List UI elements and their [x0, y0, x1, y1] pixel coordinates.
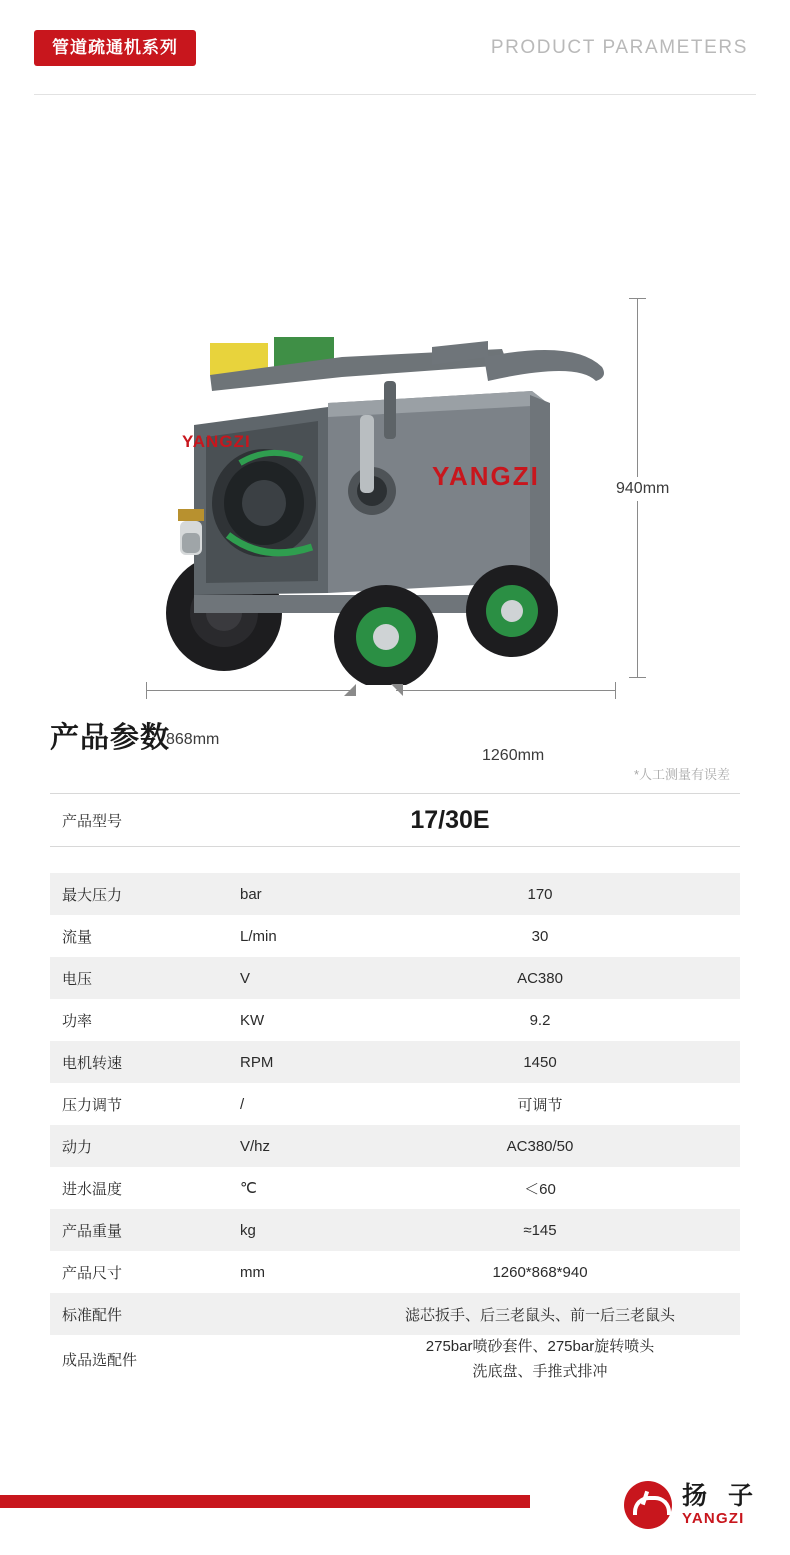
param-unit: kg — [240, 1209, 340, 1251]
page-footer — [0, 1481, 790, 1555]
model-row — [50, 793, 740, 847]
param-name: 产品重量 — [50, 1209, 240, 1251]
param-value-line: 275bar喷砂套件、275bar旋转喷头 — [425, 1338, 655, 1355]
param-value: 1450 — [340, 1041, 740, 1083]
param-name: 标准配件 — [50, 1293, 240, 1335]
param-name: 电压 — [50, 957, 240, 999]
param-unit — [240, 1293, 340, 1335]
series-tag: 管道疏通机系列 — [34, 30, 196, 66]
param-name: 产品尺寸 — [62, 1264, 123, 1282]
param-value: 170 — [340, 873, 740, 915]
param-name: 电机转速 — [50, 1041, 240, 1083]
param-value: ≈145 — [340, 1209, 740, 1251]
table-row — [50, 999, 740, 1041]
measurement-note: *人工测量有误差 — [633, 767, 730, 782]
page-header — [0, 0, 790, 95]
table-row — [50, 1125, 740, 1167]
param-name: 成品选配件 — [62, 1352, 138, 1370]
table-row — [50, 915, 740, 957]
param-unit: L/min — [240, 927, 277, 945]
param-unit: V/hz — [240, 1125, 340, 1167]
param-unit: mm — [240, 1263, 265, 1281]
param-unit: bar — [240, 873, 340, 915]
param-value: ＜60 — [524, 1180, 556, 1198]
param-unit — [240, 1335, 340, 1385]
table-row — [50, 1209, 740, 1251]
param-unit: / — [240, 1095, 245, 1113]
svg-text:YANGZI: YANGZI — [432, 461, 540, 491]
param-name: 动力 — [50, 1125, 240, 1167]
table-row — [50, 873, 740, 915]
param-name: 最大压力 — [50, 873, 240, 915]
param-name: 流量 — [62, 928, 93, 946]
table-row — [50, 1293, 740, 1335]
param-unit: KW — [240, 1011, 265, 1029]
brand-name-cn: 扬 子 — [682, 1482, 760, 1510]
param-name: 功率 — [62, 1012, 93, 1030]
pressure-washer-illustration — [132, 295, 612, 685]
param-value: 可调节 — [517, 1096, 563, 1114]
param-unit: V — [240, 957, 340, 999]
specifications-section — [0, 715, 790, 1385]
table-row — [50, 1335, 740, 1385]
param-value: 滤芯扳手、后三老鼠头、前一后三老鼠头 — [340, 1293, 740, 1335]
param-unit: RPM — [240, 1041, 340, 1083]
table-row — [50, 1083, 740, 1125]
model-value: 17/30E — [410, 805, 490, 834]
table-row — [50, 957, 740, 999]
height-dimension-label: 940mm — [612, 477, 673, 501]
param-unit: ℃ — [240, 1180, 257, 1197]
param-value: 1260*868*940 — [492, 1263, 588, 1281]
depth-dimension-label: 868mm — [166, 731, 220, 748]
param-value-line: 洗底盘、手推式排冲 — [472, 1362, 608, 1380]
param-value — [340, 1335, 740, 1385]
parameters-table — [50, 873, 740, 1385]
width-dimension-label: 1260mm — [482, 747, 545, 764]
param-value: AC380/50 — [340, 1125, 740, 1167]
param-value: AC380 — [340, 957, 740, 999]
param-value: 9.2 — [529, 1011, 551, 1029]
svg-text:YANGZI: YANGZI — [182, 432, 251, 451]
brand-logo — [624, 1481, 760, 1529]
param-name: 进水温度 — [62, 1180, 123, 1198]
table-row — [50, 1041, 740, 1083]
depth-arrow-icon — [344, 684, 356, 696]
width-dimension-line — [396, 690, 616, 691]
param-name: 压力调节 — [62, 1096, 123, 1114]
spec-heading: 产品参数 — [50, 722, 171, 754]
width-arrow-icon — [391, 684, 403, 696]
footer-red-bar — [0, 1495, 530, 1508]
param-value: 30 — [531, 927, 549, 945]
depth-dimension-line — [146, 690, 354, 691]
yangzi-logo-icon — [624, 1481, 672, 1529]
brand-name-en: YANGZI — [682, 1510, 745, 1528]
page-title: PRODUCT PARAMETERS — [490, 36, 748, 58]
model-label: 产品型号 — [62, 812, 123, 830]
table-row — [50, 1251, 740, 1293]
table-row — [50, 1167, 740, 1209]
